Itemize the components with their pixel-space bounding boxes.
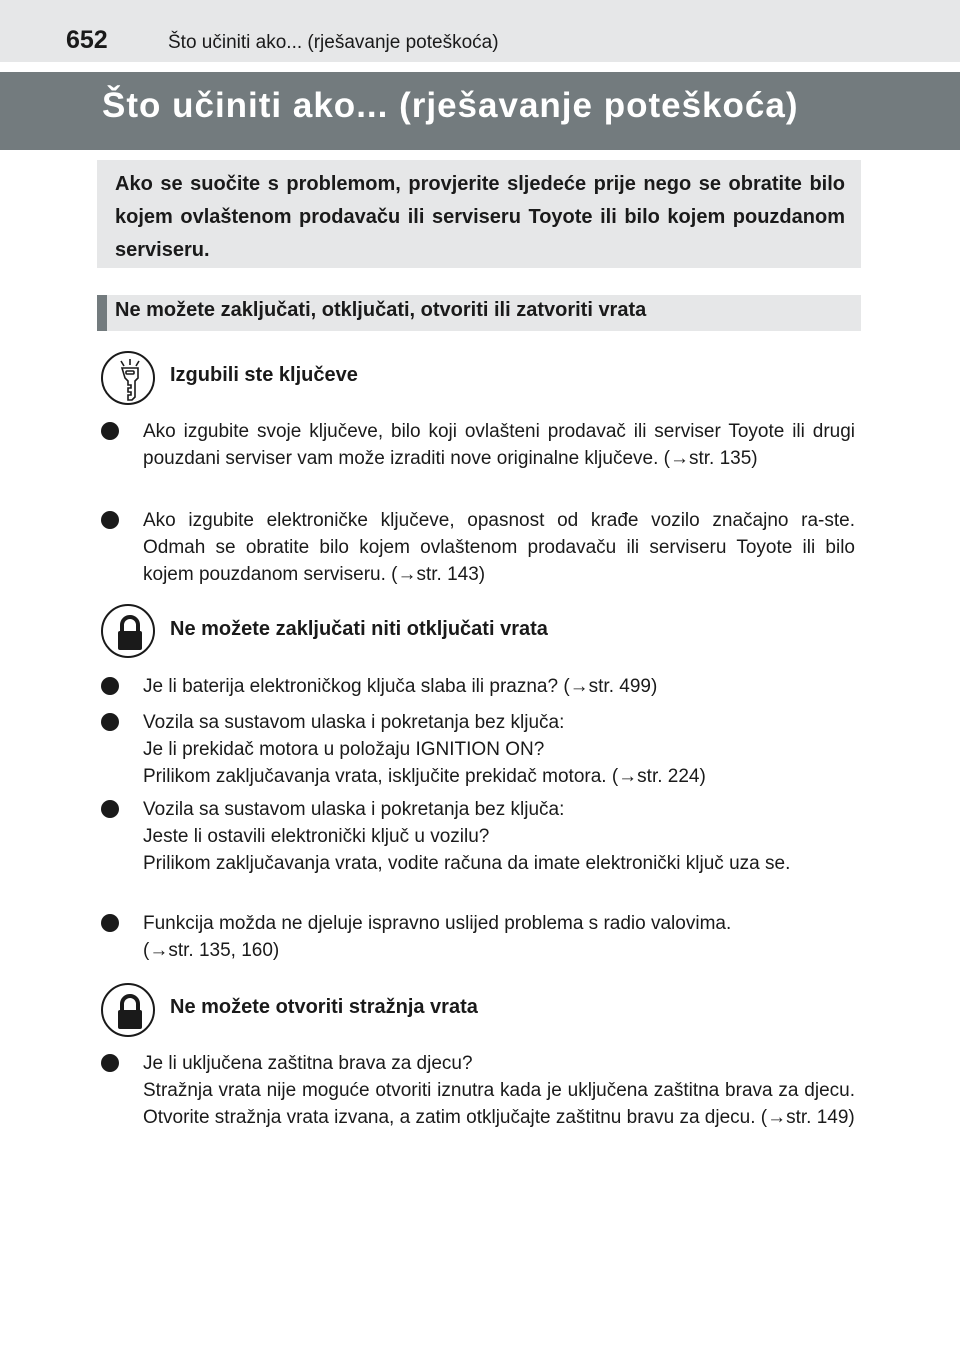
bullet-icon (101, 1054, 119, 1072)
key-icon (101, 351, 155, 405)
list-item-line: (→str. 135, 160) (143, 940, 280, 961)
list-item-text (143, 910, 855, 964)
subsection-heading: Izgubili ste ključeve (170, 364, 358, 386)
list-item-text (143, 796, 855, 877)
section-heading: Ne možete zaključati, otključati, otvoriti ili zatvoriti vrata (115, 299, 647, 321)
list-item-line: Stražnja vrata nije moguće otvoriti iznutra kada je uključena zaštitna brava za djecu. Otvorite stražnja vrata izvana, a zatim otključajte zaštitnu bravu za djecu. (→str. 149) (143, 1080, 855, 1128)
list-item-line: Vozila sa sustavom ulaska i pokretanja bez ključa: (143, 712, 565, 733)
page-number: 652 (66, 26, 108, 54)
list-item (101, 418, 855, 472)
padlock-icon (101, 604, 155, 658)
list-item-text (143, 1050, 855, 1131)
bullet-icon (101, 422, 119, 440)
list-item-line: Ako izgubite svoje ključeve, bilo koji ovlašteni prodavač ili serviser Toyote ili drugi pouzdani serviser vam može izraditi nove originalne ključeve. (→str. 135) (143, 421, 855, 469)
bullet-icon (101, 914, 119, 932)
list-item-text (143, 673, 855, 700)
list-item-line: Ako izgubite elektroničke ključeve, opasnost od krađe vozilo značajno ra-ste. Odmah se obratite bilo kojem ovlaštenom prodavaču ili serviseru Toyote ili bilo kojem pouzdanom serviseru. (→str. 143) (143, 510, 855, 585)
list-item-line: Je li baterija elektroničkog ključa slaba ili prazna? (→str. 499) (143, 676, 658, 697)
list-item (101, 910, 855, 964)
list-item (101, 1050, 855, 1131)
bullet-icon (101, 800, 119, 818)
bullet-icon (101, 713, 119, 731)
subsection-heading: Ne možete otvoriti stražnja vrata (170, 996, 478, 1018)
running-header-title: Što učiniti ako... (rješavanje poteškoća) (168, 32, 499, 53)
list-item-line: Funkcija možda ne djeluje ispravno uslijed problema s radio valovima. (143, 913, 732, 934)
bullet-icon (101, 677, 119, 695)
list-item-line: Prilikom zaključavanja vrata, isključite prekidač motora. (→str. 224) (143, 766, 706, 787)
list-item-text (143, 709, 855, 790)
list-item-line: Vozila sa sustavom ulaska i pokretanja bez ključa: (143, 799, 565, 820)
list-item (101, 709, 855, 790)
list-item (101, 507, 855, 588)
list-item-line: Je li prekidač motora u položaju IGNITION ON? (143, 739, 545, 760)
list-item-text (143, 507, 855, 588)
padlock-icon (101, 983, 155, 1037)
intro-text: Ako se suočite s problemom, provjerite sljedeće prije nego se obratite bilo kojem ovlaštenom prodavaču ili serviseru Toyote ili bilo kojem pouzdanom serviseru. (115, 173, 845, 261)
list-item (101, 796, 855, 877)
list-item-line: Jeste li ostavili elektronički ključ u vozilu? (143, 826, 490, 847)
list-item-line: Prilikom zaključavanja vrata, vodite računa da imate elektronički ključ uza se. (143, 853, 791, 874)
bullet-icon (101, 511, 119, 529)
list-item (101, 673, 855, 700)
subsection-heading: Ne možete zaključati niti otključati vrata (170, 618, 548, 640)
list-item-line: Je li uključena zaštitna brava za djecu? (143, 1053, 473, 1074)
page-title: Što učiniti ako... (rješavanje poteškoća) (102, 86, 799, 125)
list-item-text (143, 418, 855, 472)
